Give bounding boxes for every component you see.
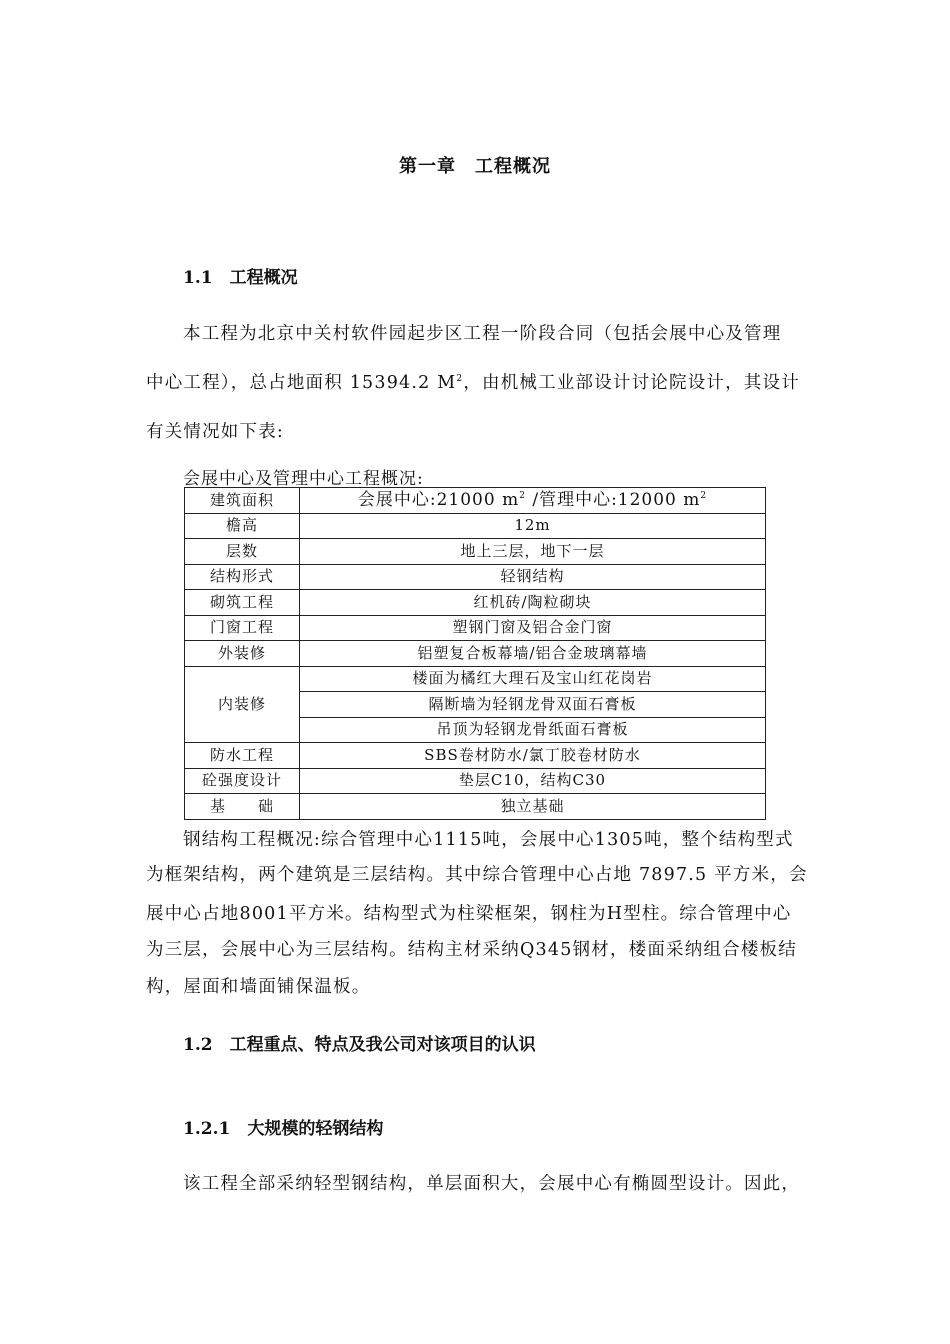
superscript: 2 xyxy=(519,490,526,501)
table-cell-value: SBS卷材防水/氯丁胶卷材防水 xyxy=(300,743,766,769)
table-cell-label: 门窗工程 xyxy=(185,615,300,641)
section-1-2-heading: 1.2 工程重点、特点及我公司对该项目的认识 xyxy=(183,1035,536,1055)
table-cell-label: 内装修 xyxy=(185,666,300,743)
intro-line-2-text: 中心工程），总占地面积 15394.2 M xyxy=(146,373,457,393)
table-cell-label: 建筑面积 xyxy=(185,488,300,514)
table-cell-label: 基 础 xyxy=(185,794,300,820)
section-1-2-1-heading: 1.2.1 大规模的轻钢结构 xyxy=(183,1119,384,1139)
table-row xyxy=(185,564,766,590)
table-cell-value: 12m xyxy=(300,513,766,539)
table-cell-value: 吊顶为轻钢龙骨纸面石膏板 xyxy=(300,717,766,743)
table-row xyxy=(185,743,766,769)
table-caption: 会展中心及管理中心工程概况: xyxy=(183,469,424,489)
table-cell-label: 外装修 xyxy=(185,641,300,667)
table-row xyxy=(185,768,766,794)
table-cell-value: 独立基础 xyxy=(300,794,766,820)
area-value-a: 会展中心:21000 m xyxy=(357,489,520,510)
table-row xyxy=(185,488,766,514)
table-cell-value: 楼面为橘红大理石及宝山红花岗岩 xyxy=(300,666,766,692)
table-cell-label: 砌筑工程 xyxy=(185,590,300,616)
chapter-title: 第一章 工程概况 xyxy=(399,156,551,177)
table-row xyxy=(185,590,766,616)
intro-line-2 xyxy=(146,369,800,394)
table-cell-value: 塑钢门窗及铝合金门窗 xyxy=(300,615,766,641)
steel-line-4: 为三层，会展中心为三层结构。结构主材采纳Q345钢材，楼面采纳组合楼板结 xyxy=(146,940,797,960)
body-line: 该工程全部采纳轻型钢结构，单层面积大，会展中心有椭圆型设计。因此， xyxy=(183,1174,801,1194)
intro-line-1: 本工程为北京中关村软件园起步区工程一阶段合同（包括会展中心及管理 xyxy=(183,324,782,344)
table-row xyxy=(185,513,766,539)
steel-line-2: 为框架结构，两个建筑是三层结构。其中综合管理中心占地 7897.5 平方米，会 xyxy=(146,865,808,885)
project-overview-table xyxy=(184,487,766,820)
area-value-b: /管理中心:12000 m xyxy=(525,489,701,510)
table-cell-value: 隔断墙为轻钢龙骨双面石膏板 xyxy=(300,692,766,718)
table-cell-label: 结构形式 xyxy=(185,564,300,590)
table-cell-value: 轻钢结构 xyxy=(300,564,766,590)
table-cell-value: 红机砖/陶粒砌块 xyxy=(300,590,766,616)
table-row xyxy=(185,539,766,565)
table-row xyxy=(185,641,766,667)
steel-line-5: 构，屋面和墙面铺保温板。 xyxy=(146,977,371,997)
table-cell-label: 防水工程 xyxy=(185,743,300,769)
table-cell-label: 砼强度设计 xyxy=(185,768,300,794)
table-row xyxy=(185,615,766,641)
table-cell-value: 地上三层，地下一层 xyxy=(300,539,766,565)
intro-line-3: 有关情况如下表: xyxy=(146,422,284,442)
table-row xyxy=(185,794,766,820)
intro-line-2-tail: ，由机械工业部设计讨论院设计，其设计 xyxy=(463,373,800,393)
table-cell-label: 层数 xyxy=(185,539,300,565)
steel-line-3: 展中心占地8001平方米。结构型式为柱梁框架，钢柱为H型柱。综合管理中心 xyxy=(146,904,792,924)
superscript: 2 xyxy=(700,490,708,501)
table-row xyxy=(185,666,766,692)
steel-line-1: 钢结构工程概况:综合管理中心1115吨，会展中心1305吨，整个结构型式 xyxy=(183,830,794,850)
table-cell-value xyxy=(300,488,766,514)
section-1-1-heading: 1.1 工程概况 xyxy=(183,268,298,288)
superscript: 2 xyxy=(456,374,464,384)
table-cell-label: 檐高 xyxy=(185,513,300,539)
table-cell-value: 垫层C10，结构C30 xyxy=(300,768,766,794)
table-cell-value: 铝塑复合板幕墙/铝合金玻璃幕墙 xyxy=(300,641,766,667)
